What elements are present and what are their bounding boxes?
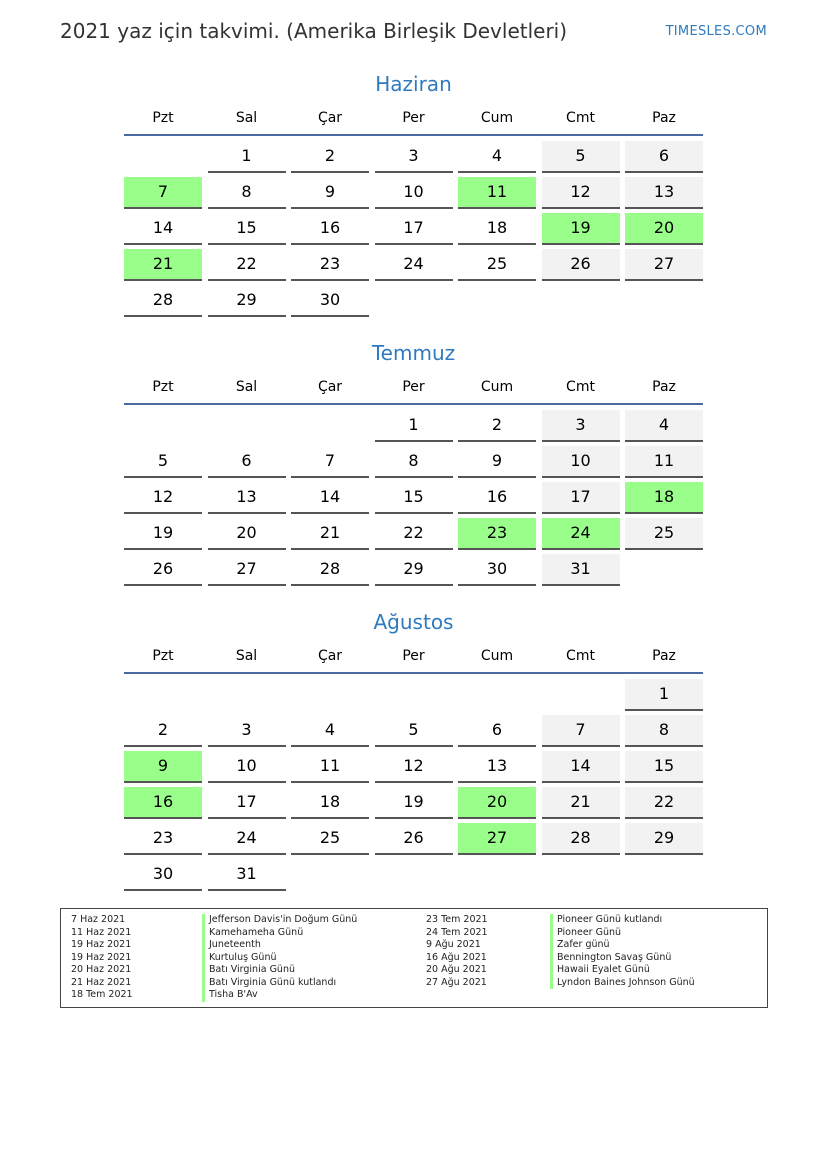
weekday-label: Per bbox=[402, 648, 425, 664]
day-cell: 30 bbox=[124, 859, 202, 891]
day-cell: 2 bbox=[291, 141, 369, 173]
legend-right-names bbox=[550, 914, 695, 989]
day-cell: 9 bbox=[124, 751, 202, 783]
legend-holiday-name: Pioneer Günü kutlandı bbox=[550, 914, 695, 927]
empty-cell bbox=[625, 285, 703, 315]
legend-right-dates bbox=[426, 914, 488, 989]
day-cell: 28 bbox=[124, 285, 202, 317]
weekday-header bbox=[124, 108, 703, 136]
day-cell: 9 bbox=[458, 446, 536, 478]
day-cell: 16 bbox=[124, 787, 202, 819]
empty-cell bbox=[625, 554, 703, 584]
day-cell: 16 bbox=[458, 482, 536, 514]
day-cell: 8 bbox=[625, 715, 703, 747]
weekday-label: Per bbox=[402, 379, 425, 395]
day-cell: 21 bbox=[291, 518, 369, 550]
legend-holiday-name: Hawaii Eyalet Günü bbox=[550, 964, 695, 977]
day-cell: 12 bbox=[124, 482, 202, 514]
empty-cell bbox=[458, 859, 536, 889]
day-cell: 20 bbox=[458, 787, 536, 819]
empty-cell bbox=[291, 410, 369, 440]
day-cell: 24 bbox=[208, 823, 286, 855]
day-cell: 21 bbox=[124, 249, 202, 281]
day-cell: 31 bbox=[542, 554, 620, 586]
day-cell: 4 bbox=[291, 715, 369, 747]
day-cell: 26 bbox=[542, 249, 620, 281]
day-cell: 1 bbox=[208, 141, 286, 173]
day-cell: 10 bbox=[208, 751, 286, 783]
empty-cell bbox=[458, 679, 536, 709]
day-cell: 31 bbox=[208, 859, 286, 891]
weekday-label: Paz bbox=[652, 110, 676, 126]
day-cell: 11 bbox=[625, 446, 703, 478]
weekday-label: Pzt bbox=[152, 648, 174, 664]
legend-holiday-name: Jefferson Davis'in Doğum Günü bbox=[202, 914, 357, 927]
day-cell: 29 bbox=[208, 285, 286, 317]
day-cell: 7 bbox=[124, 177, 202, 209]
legend-holiday-name: Tisha B'Av bbox=[202, 989, 357, 1002]
weekday-label: Sal bbox=[235, 648, 258, 664]
month-weeks bbox=[124, 136, 703, 320]
day-cell: 22 bbox=[208, 249, 286, 281]
month-weeks bbox=[124, 674, 703, 894]
week-row bbox=[124, 409, 703, 445]
legend-holiday-name: Batı Virginia Günü bbox=[202, 964, 357, 977]
week-row bbox=[124, 517, 703, 553]
day-cell: 17 bbox=[208, 787, 286, 819]
day-cell: 27 bbox=[458, 823, 536, 855]
day-cell: 16 bbox=[291, 213, 369, 245]
legend-date: 23 Tem 2021 bbox=[426, 914, 488, 925]
weekday-label: Cmt bbox=[566, 110, 595, 126]
legend-date: 24 Tem 2021 bbox=[426, 926, 488, 938]
day-cell: 5 bbox=[375, 715, 453, 747]
day-cell: 12 bbox=[542, 177, 620, 209]
day-cell: 7 bbox=[291, 446, 369, 478]
holiday-legend bbox=[60, 908, 768, 1008]
day-cell: 22 bbox=[375, 518, 453, 550]
legend-date: 19 Haz 2021 bbox=[71, 951, 132, 963]
day-cell: 7 bbox=[542, 715, 620, 747]
week-row bbox=[124, 284, 703, 320]
legend-holiday-name: Pioneer Günü bbox=[550, 927, 695, 940]
week-row bbox=[124, 212, 703, 248]
legend-left-names bbox=[202, 914, 357, 1002]
weekday-label: Çar bbox=[317, 110, 343, 126]
day-cell: 14 bbox=[124, 213, 202, 245]
legend-holiday-name: Bennington Savaş Günü bbox=[550, 952, 695, 965]
page-title: 2021 yaz için takvimi. (Amerika Birleşik Devletleri) bbox=[60, 19, 568, 43]
day-cell: 6 bbox=[625, 141, 703, 173]
week-row bbox=[124, 176, 703, 212]
day-cell: 24 bbox=[542, 518, 620, 550]
legend-date: 20 Haz 2021 bbox=[71, 964, 132, 975]
day-cell: 6 bbox=[458, 715, 536, 747]
weekday-label: Cum bbox=[480, 648, 514, 664]
week-row bbox=[124, 822, 703, 858]
empty-cell bbox=[124, 410, 202, 440]
day-cell: 15 bbox=[375, 482, 453, 514]
legend-holiday-name: Batı Virginia Günü kutlandı bbox=[202, 977, 357, 990]
day-cell: 26 bbox=[375, 823, 453, 855]
day-cell: 20 bbox=[208, 518, 286, 550]
month-calendar bbox=[124, 70, 703, 320]
week-row bbox=[124, 750, 703, 786]
legend-date: 16 Ağu 2021 bbox=[426, 951, 487, 963]
day-cell: 18 bbox=[625, 482, 703, 514]
day-cell: 22 bbox=[625, 787, 703, 819]
weekday-label: Paz bbox=[652, 648, 676, 664]
month-name: Ağustos bbox=[373, 610, 454, 634]
month-calendar bbox=[124, 339, 703, 589]
empty-cell bbox=[291, 859, 369, 889]
day-cell: 27 bbox=[625, 249, 703, 281]
weekday-label: Cum bbox=[480, 379, 514, 395]
day-cell: 5 bbox=[542, 141, 620, 173]
week-row bbox=[124, 786, 703, 822]
day-cell: 24 bbox=[375, 249, 453, 281]
day-cell: 15 bbox=[208, 213, 286, 245]
legend-date: 7 Haz 2021 bbox=[71, 914, 126, 925]
week-row bbox=[124, 248, 703, 284]
empty-cell bbox=[542, 679, 620, 709]
empty-cell bbox=[542, 285, 620, 315]
day-cell: 17 bbox=[375, 213, 453, 245]
legend-date: 18 Tem 2021 bbox=[71, 989, 133, 1000]
day-cell: 25 bbox=[625, 518, 703, 550]
day-cell: 13 bbox=[625, 177, 703, 209]
day-cell: 10 bbox=[375, 177, 453, 209]
weekday-label: Pzt bbox=[152, 110, 174, 126]
day-cell: 17 bbox=[542, 482, 620, 514]
empty-cell bbox=[124, 141, 202, 171]
day-cell: 3 bbox=[208, 715, 286, 747]
day-cell: 9 bbox=[291, 177, 369, 209]
day-cell: 4 bbox=[625, 410, 703, 442]
day-cell: 28 bbox=[291, 554, 369, 586]
weekday-label: Çar bbox=[317, 379, 343, 395]
day-cell: 5 bbox=[124, 446, 202, 478]
day-cell: 29 bbox=[375, 554, 453, 586]
empty-cell bbox=[208, 410, 286, 440]
legend-holiday-name: Zafer günü bbox=[550, 939, 695, 952]
day-cell: 19 bbox=[375, 787, 453, 819]
weekday-label: Paz bbox=[652, 379, 676, 395]
day-cell: 3 bbox=[375, 141, 453, 173]
empty-cell bbox=[375, 285, 453, 315]
day-cell: 11 bbox=[458, 177, 536, 209]
empty-cell bbox=[291, 679, 369, 709]
legend-holiday-name: Lyndon Baines Johnson Günü bbox=[550, 977, 695, 990]
day-cell: 30 bbox=[291, 285, 369, 317]
legend-date: 9 Ağu 2021 bbox=[426, 939, 481, 950]
day-cell: 11 bbox=[291, 751, 369, 783]
day-cell: 14 bbox=[542, 751, 620, 783]
day-cell: 1 bbox=[375, 410, 453, 442]
weekday-label: Çar bbox=[317, 648, 343, 664]
empty-cell bbox=[208, 679, 286, 709]
day-cell: 23 bbox=[458, 518, 536, 550]
day-cell: 8 bbox=[375, 446, 453, 478]
day-cell: 19 bbox=[124, 518, 202, 550]
weekday-header bbox=[124, 377, 703, 405]
day-cell: 29 bbox=[625, 823, 703, 855]
weekday-label: Pzt bbox=[152, 379, 174, 395]
day-cell: 2 bbox=[124, 715, 202, 747]
site-link[interactable]: TIMESLES.COM bbox=[665, 24, 767, 39]
week-row bbox=[124, 678, 703, 714]
weekday-label: Cum bbox=[480, 110, 514, 126]
empty-cell bbox=[458, 285, 536, 315]
legend-date: 11 Haz 2021 bbox=[71, 926, 132, 938]
empty-cell bbox=[124, 679, 202, 709]
day-cell: 18 bbox=[458, 213, 536, 245]
legend-left-dates bbox=[71, 914, 133, 1002]
empty-cell bbox=[542, 859, 620, 889]
weekday-header bbox=[124, 646, 703, 674]
day-cell: 10 bbox=[542, 446, 620, 478]
weekday-label: Sal bbox=[235, 110, 258, 126]
legend-date: 20 Ağu 2021 bbox=[426, 964, 487, 975]
legend-date: 19 Haz 2021 bbox=[71, 939, 132, 950]
legend-date: 27 Ağu 2021 bbox=[426, 976, 487, 988]
legend-holiday-name: Kamehameha Günü bbox=[202, 927, 357, 940]
week-row bbox=[124, 140, 703, 176]
month-weeks bbox=[124, 405, 703, 589]
legend-date: 21 Haz 2021 bbox=[71, 976, 132, 988]
weekday-label: Cmt bbox=[566, 648, 595, 664]
day-cell: 1 bbox=[625, 679, 703, 711]
day-cell: 13 bbox=[208, 482, 286, 514]
day-cell: 15 bbox=[625, 751, 703, 783]
day-cell: 23 bbox=[291, 249, 369, 281]
week-row bbox=[124, 858, 703, 894]
empty-cell bbox=[375, 679, 453, 709]
day-cell: 8 bbox=[208, 177, 286, 209]
empty-cell bbox=[375, 859, 453, 889]
day-cell: 14 bbox=[291, 482, 369, 514]
week-row bbox=[124, 553, 703, 589]
day-cell: 21 bbox=[542, 787, 620, 819]
day-cell: 4 bbox=[458, 141, 536, 173]
day-cell: 25 bbox=[458, 249, 536, 281]
empty-cell bbox=[625, 859, 703, 889]
day-cell: 26 bbox=[124, 554, 202, 586]
day-cell: 13 bbox=[458, 751, 536, 783]
legend-holiday-name: Juneteenth bbox=[202, 939, 357, 952]
weekday-label: Per bbox=[402, 110, 425, 126]
month-name: Haziran bbox=[375, 72, 452, 96]
day-cell: 6 bbox=[208, 446, 286, 478]
weekday-label: Cmt bbox=[566, 379, 595, 395]
day-cell: 20 bbox=[625, 213, 703, 245]
day-cell: 23 bbox=[124, 823, 202, 855]
legend-holiday-name: Kurtuluş Günü bbox=[202, 952, 357, 965]
day-cell: 12 bbox=[375, 751, 453, 783]
day-cell: 3 bbox=[542, 410, 620, 442]
week-row bbox=[124, 445, 703, 481]
day-cell: 18 bbox=[291, 787, 369, 819]
month-calendar bbox=[124, 608, 703, 894]
day-cell: 19 bbox=[542, 213, 620, 245]
week-row bbox=[124, 714, 703, 750]
day-cell: 30 bbox=[458, 554, 536, 586]
week-row bbox=[124, 481, 703, 517]
weekday-label: Sal bbox=[235, 379, 258, 395]
day-cell: 27 bbox=[208, 554, 286, 586]
month-name: Temmuz bbox=[371, 341, 456, 365]
day-cell: 28 bbox=[542, 823, 620, 855]
day-cell: 25 bbox=[291, 823, 369, 855]
day-cell: 2 bbox=[458, 410, 536, 442]
